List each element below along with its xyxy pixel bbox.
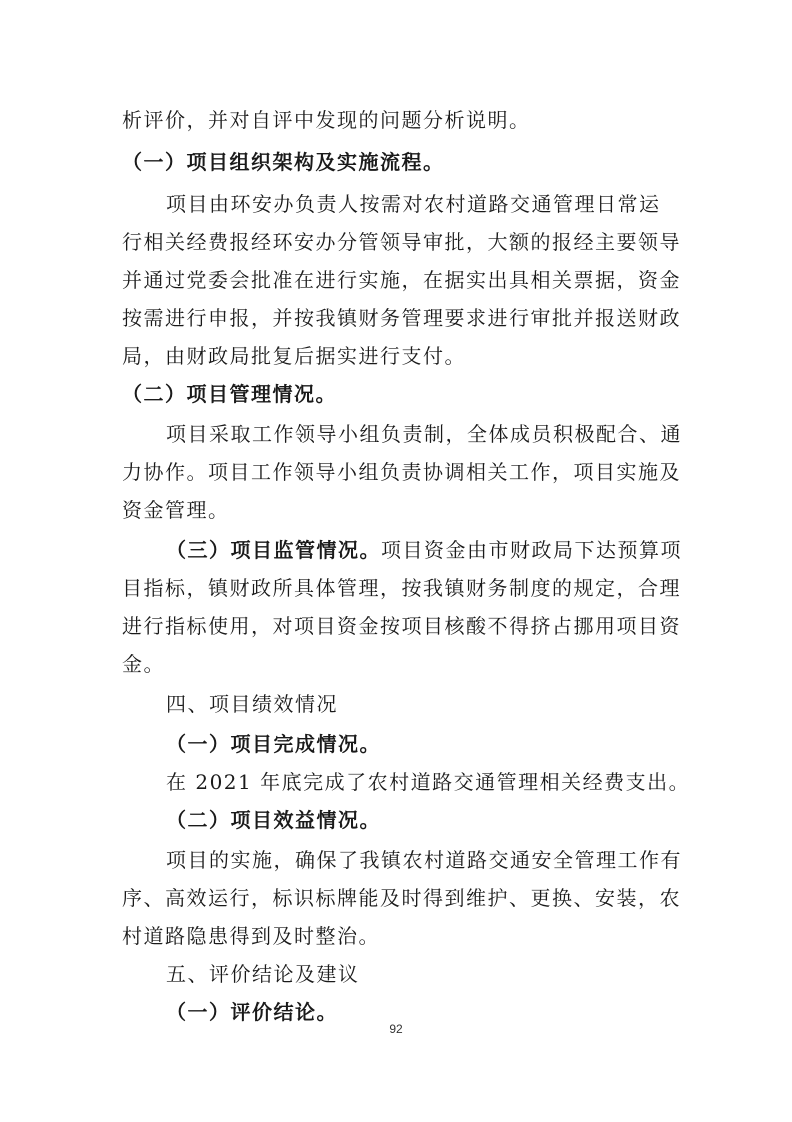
paragraph-line: 并通过党委会批准在进行实施，在据实出具相关票据，资金 <box>122 268 681 292</box>
paragraph-line: 项目采取工作领导小组负责制，全体成员积极配合、通 <box>166 422 682 446</box>
paragraph-line: 项目由环安办负责人按需对农村道路交通管理日常运 <box>166 192 661 216</box>
section-heading: （一）项目完成情况。 <box>166 732 381 756</box>
paragraph-line: 村道路隐患得到及时整治。 <box>122 924 380 948</box>
paragraph-line: 力协作。项目工作领导小组负责协调相关工作，项目实施及 <box>122 460 681 484</box>
section-heading-inline: （三）项目监管情况。 <box>166 538 381 562</box>
page-number: 92 <box>389 1022 403 1036</box>
paragraph-line: 析评价，并对自评中发现的问题分析说明。 <box>122 108 531 132</box>
paragraph-line: 在 2021 年底完成了农村道路交通管理相关经费支出。 <box>166 770 691 794</box>
paragraph-text: 项目资金由市财政局下达预算项 <box>381 538 682 562</box>
paragraph-line: 资金管理。 <box>122 498 230 522</box>
paragraph-line: 金。 <box>122 652 165 676</box>
paragraph-line: 局，由财政局批复后据实进行支付。 <box>122 344 466 368</box>
paragraph-line: 项目的实施，确保了我镇农村道路交通安全管理工作有 <box>166 848 682 872</box>
paragraph-line <box>166 538 726 562</box>
section-heading: （一）评价结论。 <box>166 1000 338 1024</box>
chapter-heading: 五、评价结论及建议 <box>166 962 360 986</box>
paragraph-line: 目指标，镇财政所具体管理，按我镇财务制度的规定，合理 <box>122 576 681 600</box>
paragraph-line: 进行指标使用，对项目资金按项目核酸不得挤占挪用项目资 <box>122 614 681 638</box>
chapter-heading: 四、项目绩效情况 <box>166 692 338 716</box>
paragraph-line: 序、高效运行，标识标牌能及时得到维护、更换、安装，农 <box>122 886 681 910</box>
section-heading: （二）项目效益情况。 <box>166 808 381 832</box>
paragraph-line: 行相关经费报经环安办分管领导审批，大额的报经主要领导 <box>122 230 681 254</box>
section-heading: （一）项目组织架构及实施流程。 <box>122 150 445 174</box>
paragraph-line: 按需进行申报，并按我镇财务管理要求进行审批并报送财政 <box>122 306 681 330</box>
section-heading: （二）项目管理情况。 <box>122 382 337 406</box>
